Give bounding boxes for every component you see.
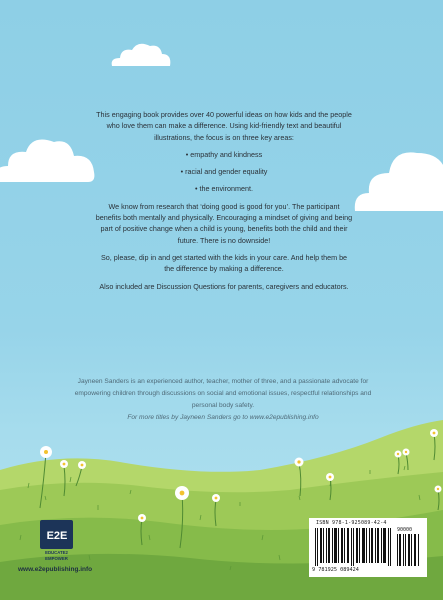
e2e-logo-icon <box>40 520 73 549</box>
publisher-website: www.e2epublishing.info <box>18 566 93 573</box>
intro-text: This engaging book provides over 40 powerful ideas on how kids and the people who love them can make a difference. Using kid-friendly text and beautiful illustrations, the focus is on three key areas: <box>96 110 352 142</box>
price-barcode-bars <box>397 534 421 566</box>
focus-area-item: • racial and gender equality <box>180 167 268 177</box>
research-text: We know from research that ‘doing good is good for you’. The participant benefits both mentally and physically. Encouraging a mindset of giving and being part of positive change when a child is young, benefits both the child and their future. There is no downside! <box>95 201 353 245</box>
author-bio-text: Jayneen Sanders is an experienced author, teacher, mother of three, and a passionate advocate for empowering children through discussions on social and emotional issues, respectful relationships and personal body safety. <box>74 378 372 409</box>
included-text: Also included are Discussion Questions for parents, caregivers and educators. <box>99 281 349 291</box>
logo-text-line1: EDUCATE2 <box>45 550 68 555</box>
isbn-text: ISBN 978-1-925089-42-4 <box>316 520 387 526</box>
invite-text: So, please, dip in and get started with the kids in your care. And help them be the difference by making a difference. <box>100 252 348 274</box>
barcode-digits: 9 781925 089424 <box>312 567 359 573</box>
isbn-barcode <box>309 518 427 577</box>
logo-text-line2: EMPOWER <box>45 556 68 561</box>
focus-area-item: • the environment. <box>194 184 254 194</box>
barcode-bars <box>315 528 395 566</box>
more-titles-text: For more titles by Jayneen Sanders go to www.e2epublishing.info <box>127 414 319 421</box>
focus-area-item: • empathy and kindness <box>185 149 263 159</box>
logo-mark: E2E <box>46 529 67 542</box>
price-code: 90000 <box>397 527 413 533</box>
publisher-logo <box>40 520 73 562</box>
